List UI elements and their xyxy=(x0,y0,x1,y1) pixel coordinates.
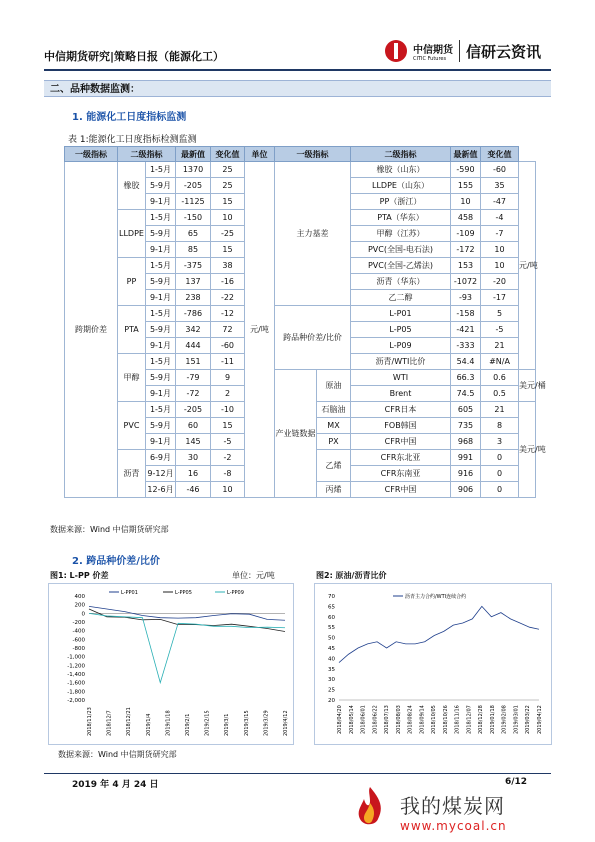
x-tick-label: 2019/1/18 xyxy=(165,710,172,736)
y-tick-label: -1,400 xyxy=(67,672,85,678)
logo-en: CITIC Futures xyxy=(413,55,447,62)
logo-brand: 信研云资讯 xyxy=(466,42,542,61)
change-cell: 3 xyxy=(481,434,519,450)
value-cell: -172 xyxy=(451,242,481,258)
th-l4: 变化值 xyxy=(211,147,245,162)
change-cell: 38 xyxy=(211,258,245,274)
indicator-name: L-P05 xyxy=(351,322,451,338)
value-cell: 10 xyxy=(451,194,481,210)
change-cell: -60 xyxy=(481,162,519,178)
y-tick-label: 35 xyxy=(328,666,335,673)
change-cell: 72 xyxy=(211,322,245,338)
y-tick-label: -200 xyxy=(72,620,85,626)
right-group-label: 跨品种价差/比价 xyxy=(275,306,351,370)
change-cell: -7 xyxy=(481,226,519,242)
y-tick-label: 60 xyxy=(328,614,335,621)
chain-group: 原油 xyxy=(317,370,351,402)
indicator-name: 沥青（华东） xyxy=(351,274,451,290)
change-cell: 0.5 xyxy=(481,386,519,402)
th-r4: 变化值 xyxy=(481,147,519,162)
change-cell: -10 xyxy=(211,402,245,418)
citic-logo-icon xyxy=(385,40,407,62)
watermark-url: www.mycoal.cn xyxy=(400,819,507,833)
x-tick-label: 2018/06/22 xyxy=(372,705,379,734)
table-row xyxy=(65,162,536,178)
value-cell: -109 xyxy=(451,226,481,242)
change-cell: 0 xyxy=(481,466,519,482)
change-cell: 10 xyxy=(211,482,245,498)
change-cell: 15 xyxy=(211,242,245,258)
change-cell: -8 xyxy=(211,466,245,482)
fig1-unit: 单位：元/吨 xyxy=(232,571,275,580)
change-cell: -11 xyxy=(211,354,245,370)
table-header-row xyxy=(65,147,536,162)
value-cell: -79 xyxy=(176,370,211,386)
value-cell: 65 xyxy=(176,226,211,242)
logo xyxy=(385,40,541,62)
x-tick-label: 2019/2/15 xyxy=(204,710,211,736)
x-tick-label: 2018/11/23 xyxy=(87,707,93,736)
change-cell: 25 xyxy=(211,178,245,194)
x-tick-label: 2018/12/07 xyxy=(466,705,473,734)
logo-cn: 中信期货 xyxy=(413,44,453,56)
period-cell: 9-12月 xyxy=(146,466,176,482)
value-cell: -375 xyxy=(176,258,211,274)
value-cell: 968 xyxy=(451,434,481,450)
indicator-name: Brent xyxy=(351,386,451,402)
th-r2: 二级指标 xyxy=(351,147,451,162)
period-cell: 1-5月 xyxy=(146,162,176,178)
unit-cell: 元/吨 xyxy=(245,162,275,498)
value-cell: -150 xyxy=(176,210,211,226)
indicator-table xyxy=(64,146,546,498)
fig2-chart xyxy=(315,584,551,744)
change-cell: 35 xyxy=(481,178,519,194)
indicator-name: PVC(全国-电石法) xyxy=(351,242,451,258)
y-tick-label: -400 xyxy=(72,628,85,635)
change-cell: 10 xyxy=(211,210,245,226)
x-tick-label: 2018/10/26 xyxy=(442,705,449,734)
x-tick-label: 2018/08/03 xyxy=(395,705,402,734)
x-tick-label: 2018/09/14 xyxy=(419,705,426,734)
logo-divider xyxy=(459,40,460,62)
product-label: PP xyxy=(118,258,146,306)
footer-date: 2019 年 4 月 24 日 xyxy=(72,780,159,790)
chain-group: PX xyxy=(317,434,351,450)
legend-label: L-PP05 xyxy=(175,590,192,596)
product-label: PVC xyxy=(118,402,146,450)
watermark xyxy=(400,790,507,833)
product-label: PTA xyxy=(118,306,146,354)
value-cell: -333 xyxy=(451,338,481,354)
header-rule xyxy=(44,69,551,71)
change-cell: 10 xyxy=(481,258,519,274)
x-tick-label: 2019/2/1 xyxy=(185,713,191,736)
value-cell: -205 xyxy=(176,178,211,194)
y-tick-label: 0 xyxy=(81,611,85,618)
x-tick-label: 2019/3/15 xyxy=(243,710,250,736)
x-tick-label: 2019/03/01 xyxy=(513,705,520,734)
indicator-name: L-P01 xyxy=(351,306,451,322)
value-cell: -46 xyxy=(176,482,211,498)
series-line xyxy=(89,609,285,632)
change-cell: -22 xyxy=(211,290,245,306)
indicator-name: 甲醇（江苏） xyxy=(351,226,451,242)
value-cell: -590 xyxy=(451,162,481,178)
y-tick-label: -2,000 xyxy=(67,698,85,704)
product-label: LLDPE xyxy=(118,210,146,258)
value-cell: 991 xyxy=(451,450,481,466)
product-label: 甲醇 xyxy=(118,354,146,402)
x-tick-label: 2018/12/21 xyxy=(126,707,133,736)
unit-cell: 元/吨 xyxy=(519,162,536,370)
x-tick-label: 2019/4/12 xyxy=(283,710,289,736)
value-cell: 342 xyxy=(176,322,211,338)
change-cell: 9 xyxy=(211,370,245,386)
y-tick-label: 30 xyxy=(328,677,335,684)
value-cell: 458 xyxy=(451,210,481,226)
value-cell: 74.5 xyxy=(451,386,481,402)
footer-page: 6/12 xyxy=(505,777,528,787)
x-tick-label: 2019/1/4 xyxy=(145,713,152,736)
chain-group: 丙烯 xyxy=(317,482,351,498)
indicator-name: LLDPE（山东） xyxy=(351,178,451,194)
change-cell: 21 xyxy=(481,338,519,354)
y-tick-label: -800 xyxy=(72,646,85,652)
unit-cell: 美元/桶 xyxy=(519,370,536,402)
period-cell: 1-5月 xyxy=(146,258,176,274)
fig2-title: 图2: 原油/沥青比价 xyxy=(316,571,387,580)
value-cell: -1125 xyxy=(176,194,211,210)
y-tick-label: 200 xyxy=(74,602,85,609)
th-l5: 单位 xyxy=(245,147,275,162)
y-tick-label: 40 xyxy=(328,656,335,663)
change-cell: -60 xyxy=(211,338,245,354)
change-cell: 0.6 xyxy=(481,370,519,386)
change-cell: 0 xyxy=(481,482,519,498)
right-group-label: 主力基差 xyxy=(275,162,351,306)
indicator-name: L-P09 xyxy=(351,338,451,354)
section-title: 二、品种数据监测： xyxy=(44,80,551,97)
value-cell: 145 xyxy=(176,434,211,450)
source-note-2: 数据来源：Wind 中信期货研究部 xyxy=(58,750,177,759)
value-cell: -93 xyxy=(451,290,481,306)
period-cell: 9-1月 xyxy=(146,242,176,258)
series-line xyxy=(89,613,285,682)
y-tick-label: 65 xyxy=(328,604,335,611)
period-cell: 5-9月 xyxy=(146,178,176,194)
header-title: 中信期货研究|策略日报（能源化工） xyxy=(44,50,225,63)
product-label: 沥青 xyxy=(118,450,146,498)
period-cell: 9-1月 xyxy=(146,386,176,402)
change-cell: 2 xyxy=(211,386,245,402)
period-cell: 9-1月 xyxy=(146,290,176,306)
change-cell: 10 xyxy=(481,242,519,258)
value-cell: 155 xyxy=(451,178,481,194)
value-cell: 735 xyxy=(451,418,481,434)
value-cell: 16 xyxy=(176,466,211,482)
th-r3: 最新值 xyxy=(451,147,481,162)
value-cell: -1072 xyxy=(451,274,481,290)
change-cell: -16 xyxy=(211,274,245,290)
indicator-name: CFR中国 xyxy=(351,434,451,450)
y-tick-label: 70 xyxy=(328,594,335,600)
change-cell: -5 xyxy=(481,322,519,338)
subsection-1: 1. 能源化工日度指标监测 xyxy=(72,112,187,123)
x-tick-label: 2019/02/08 xyxy=(501,705,508,734)
value-cell: 444 xyxy=(176,338,211,354)
y-tick-label: 400 xyxy=(74,594,85,600)
th-l2: 二级指标 xyxy=(118,147,176,162)
value-cell: 137 xyxy=(176,274,211,290)
series-line xyxy=(339,606,539,662)
x-tick-label: 2018/06/01 xyxy=(360,705,367,734)
indicator-name: CFR日本 xyxy=(351,402,451,418)
value-cell: -786 xyxy=(176,306,211,322)
period-cell: 9-1月 xyxy=(146,194,176,210)
table-caption: 表 1:能源化工日度指标检测监测 xyxy=(68,135,197,145)
indicator-name: WTI xyxy=(351,370,451,386)
x-tick-label: 2018/07/13 xyxy=(384,705,391,734)
th-r1: 一级指标 xyxy=(275,147,351,162)
change-cell: 15 xyxy=(211,194,245,210)
chain-group: MX xyxy=(317,418,351,434)
x-tick-label: 2018/08/24 xyxy=(407,705,414,734)
period-cell: 9-1月 xyxy=(146,434,176,450)
legend-label: L-PP01 xyxy=(121,590,138,596)
y-tick-label: 55 xyxy=(328,625,335,632)
period-cell: 5-9月 xyxy=(146,322,176,338)
y-tick-label: -1,600 xyxy=(67,680,85,687)
indicator-name: PP（浙江） xyxy=(351,194,451,210)
indicator-name: PVC(全国-乙烯法) xyxy=(351,258,451,274)
y-tick-label: -600 xyxy=(72,637,85,644)
period-cell: 12-6月 xyxy=(146,482,176,498)
value-cell: 151 xyxy=(176,354,211,370)
subsection-2: 2. 跨品种价差/比价 xyxy=(72,556,160,567)
x-tick-label: 2019/01/18 xyxy=(489,705,496,734)
value-cell: 66.3 xyxy=(451,370,481,386)
period-cell: 1-5月 xyxy=(146,210,176,226)
chain-group: 石脑油 xyxy=(317,402,351,418)
indicator-name: PTA（华东） xyxy=(351,210,451,226)
x-tick-label: 2018/11/16 xyxy=(454,705,461,734)
indicator-name: CFR东北亚 xyxy=(351,450,451,466)
value-cell: 30 xyxy=(176,450,211,466)
table-row xyxy=(65,306,536,322)
right-group-label: 产业链数据 xyxy=(275,370,317,498)
fig1-frame xyxy=(48,583,294,745)
row-group-label: 跨期价差 xyxy=(65,162,118,498)
change-cell: 21 xyxy=(481,402,519,418)
change-cell: 0 xyxy=(481,450,519,466)
y-tick-label: 25 xyxy=(328,687,335,694)
value-cell: 54.4 xyxy=(451,354,481,370)
x-tick-label: 2019/3/29 xyxy=(263,710,270,736)
indicator-name: CFR东南亚 xyxy=(351,466,451,482)
period-cell: 5-9月 xyxy=(146,418,176,434)
legend-label: 沥青主力合约/WTI连续合约 xyxy=(405,594,467,600)
x-tick-label: 2018/05/14 xyxy=(348,705,355,734)
change-cell: 15 xyxy=(211,418,245,434)
th-l3: 最新值 xyxy=(176,147,211,162)
change-cell: -47 xyxy=(481,194,519,210)
x-tick-label: 2018/12/7 xyxy=(106,710,113,736)
value-cell: -158 xyxy=(451,306,481,322)
th-l1: 一级指标 xyxy=(65,147,118,162)
change-cell: -12 xyxy=(211,306,245,322)
period-cell: 5-9月 xyxy=(146,274,176,290)
value-cell: -205 xyxy=(176,402,211,418)
indicator-name: 乙二醇 xyxy=(351,290,451,306)
x-tick-label: 2018/12/28 xyxy=(478,705,485,734)
fig1-chart xyxy=(49,584,293,744)
period-cell: 1-5月 xyxy=(146,402,176,418)
watermark-cn: 我的煤炭网 xyxy=(400,794,505,818)
unit-cell: 美元/吨 xyxy=(519,402,536,498)
x-tick-label: 2018/04/20 xyxy=(337,705,343,734)
chain-group: 乙烯 xyxy=(317,450,351,482)
change-cell: 8 xyxy=(481,418,519,434)
change-cell: -4 xyxy=(481,210,519,226)
y-tick-label: -1,800 xyxy=(67,689,85,696)
product-label: 橡胶 xyxy=(118,162,146,210)
value-cell: 916 xyxy=(451,466,481,482)
indicator-name: FOB韩国 xyxy=(351,418,451,434)
x-tick-label: 2019/04/12 xyxy=(537,705,543,734)
fig2-frame xyxy=(314,583,552,745)
value-cell: 238 xyxy=(176,290,211,306)
legend-label: L-PP09 xyxy=(227,590,244,596)
x-tick-label: 2018/10/05 xyxy=(431,705,438,734)
y-tick-label: -1,000 xyxy=(67,654,85,661)
x-tick-label: 2019/3/1 xyxy=(224,713,231,736)
change-cell: -20 xyxy=(481,274,519,290)
value-cell: -421 xyxy=(451,322,481,338)
footer-rule xyxy=(44,773,551,774)
value-cell: 1370 xyxy=(176,162,211,178)
indicator-name: 橡胶（山东） xyxy=(351,162,451,178)
change-cell: #N/A xyxy=(481,354,519,370)
change-cell: -25 xyxy=(211,226,245,242)
change-cell: -17 xyxy=(481,290,519,306)
y-tick-label: -1,200 xyxy=(67,663,85,670)
period-cell: 6-9月 xyxy=(146,450,176,466)
flame-logo-icon xyxy=(350,785,390,829)
source-note-1: 数据来源：Wind 中信期货研究部 xyxy=(50,525,169,534)
value-cell: 85 xyxy=(176,242,211,258)
period-cell: 1-5月 xyxy=(146,354,176,370)
value-cell: 906 xyxy=(451,482,481,498)
value-cell: 60 xyxy=(176,418,211,434)
value-cell: 153 xyxy=(451,258,481,274)
indicator-name: CFR中国 xyxy=(351,482,451,498)
change-cell: 5 xyxy=(481,306,519,322)
period-cell: 5-9月 xyxy=(146,370,176,386)
change-cell: -2 xyxy=(211,450,245,466)
change-cell: -5 xyxy=(211,434,245,450)
fig1-title: 图1: L-PP 价差 xyxy=(50,571,109,580)
period-cell: 1-5月 xyxy=(146,306,176,322)
value-cell: -72 xyxy=(176,386,211,402)
y-tick-label: 50 xyxy=(328,635,335,642)
y-tick-label: 20 xyxy=(328,698,335,704)
change-cell: 25 xyxy=(211,162,245,178)
period-cell: 9-1月 xyxy=(146,338,176,354)
value-cell: 605 xyxy=(451,402,481,418)
period-cell: 5-9月 xyxy=(146,226,176,242)
y-tick-label: 45 xyxy=(328,646,335,652)
x-tick-label: 2019/03/22 xyxy=(525,705,532,734)
indicator-name: 沥青/WTI比价 xyxy=(351,354,451,370)
